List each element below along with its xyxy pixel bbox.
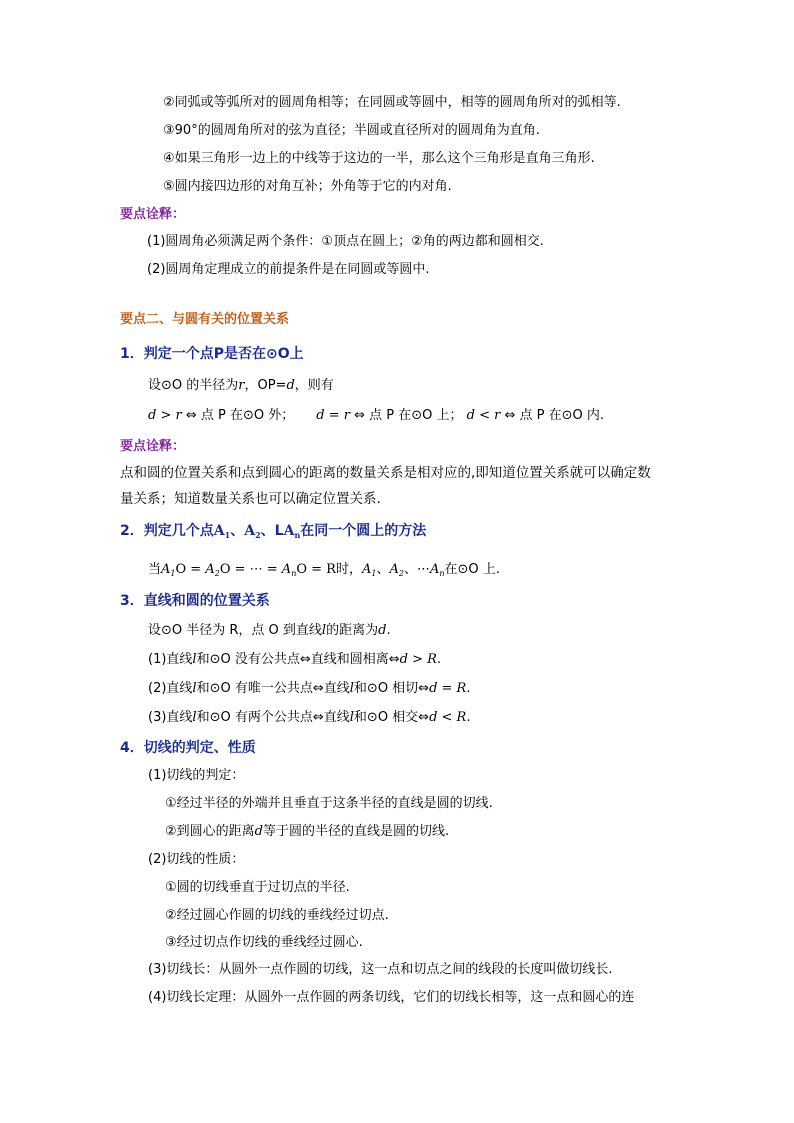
tangent-criteria-title: (1)切线的判定： <box>148 768 245 783</box>
property-4: ④如果三角形一边上的中线等于这边的一半，那么这个三角形是直角三角形. <box>163 151 595 166</box>
heading-tangent: 4．切线的判定、性质 <box>120 740 256 756</box>
line-relation-intersect: (3)直线l和⊙O 有两个公共点⇔直线l和⊙O 相交⇔d < R. <box>148 710 471 725</box>
property-5: ⑤圆内接四边形的对角互补；外角等于它的内对角. <box>163 179 452 194</box>
tangent-criteria-1: ①经过半径的外端并且垂直于这条半径的直线是圆的切线. <box>165 796 493 811</box>
note-1-item-1: (1)圆周角必须满足两个条件：①顶点在圆上；②角的两边都和圆相交. <box>147 234 544 249</box>
property-3: ③90°的圆周角所对的弦为直径；半圆或直径所对的圆周角为直角. <box>163 123 540 138</box>
note-2-line-2: 量关系；知道数量关系也可以确定位置关系. <box>120 491 381 507</box>
line-distance-setup: 设⊙O 半径为 R，点 O 到直线l的距离为d. <box>148 623 391 638</box>
tangent-criteria-2: ②到圆心的距离d等于圆的半径的直线是圆的切线. <box>165 824 450 839</box>
tangent-property-3: ③经过切点作切线的垂线经过圆心. <box>165 935 363 950</box>
heading-point-on-circle: 1．判定一个点P是否在⊙O上 <box>120 346 304 362</box>
line-relation-tangent: (2)直线l和⊙O 有唯一公共点⇔直线l和⊙O 相切⇔d = R. <box>148 681 471 696</box>
tangent-property-2: ②经过圆心作圆的切线的垂线经过切点. <box>165 908 389 923</box>
note-1-item-2: (2)圆周角定理成立的前提条件是在同圆或等圆中. <box>147 262 430 277</box>
note-title-1: 要点诠释： <box>120 207 186 222</box>
heading-line-circle-relation: 3．直线和圆的位置关系 <box>120 593 270 609</box>
note-title-2: 要点诠释： <box>120 439 186 454</box>
tangent-properties-title: (2)切线的性质： <box>148 852 245 867</box>
line-relation-separate: (1)直线l和⊙O 没有公共点⇔直线和圆相离⇔d > R. <box>148 652 442 667</box>
radius-setup-line: 设⊙O 的半径为r，OP=d，则有 <box>148 378 334 393</box>
tangent-length-definition: (3)切线长：从圆外一点作圆的切线，这一点和切点之间的线段的长度叫做切线长. <box>148 962 613 977</box>
section-title: 要点二、与圆有关的位置关系 <box>120 312 290 327</box>
note-2-line-1: 点和圆的位置关系和点到圆心的距离的数量关系是相对应的,即知道位置关系就可以确定数 <box>120 465 651 481</box>
heading-concyclic-points: 2．判定几个点$A_1$、$A_2$、$LA_n$在同一个圆上的方法 <box>120 523 427 540</box>
tangent-length-theorem: (4)切线长定理：从圆外一点作圆的两条切线，它们的切线长相等，这一点和圆心的连 <box>148 990 635 1005</box>
tangent-property-1: ①圆的切线垂直于过切点的半径. <box>165 880 350 895</box>
point-position-relations: d > r ⇔ 点 P 在⊙O 外； d = r ⇔ 点 P 在⊙O 上； d < r ⇔ 点 P 在⊙O 内. <box>148 408 604 423</box>
property-2: ②同弧或等弧所对的圆周角相等；在同圆或等圆中，相等的圆周角所对的弧相等. <box>163 95 621 110</box>
concyclic-condition-line: 当$A_1O = A_2O$ = ⋯ = $A_nO = R$时，$A_1$、$A_2$、$\cdots A_n$在⊙O 上. <box>148 562 500 578</box>
